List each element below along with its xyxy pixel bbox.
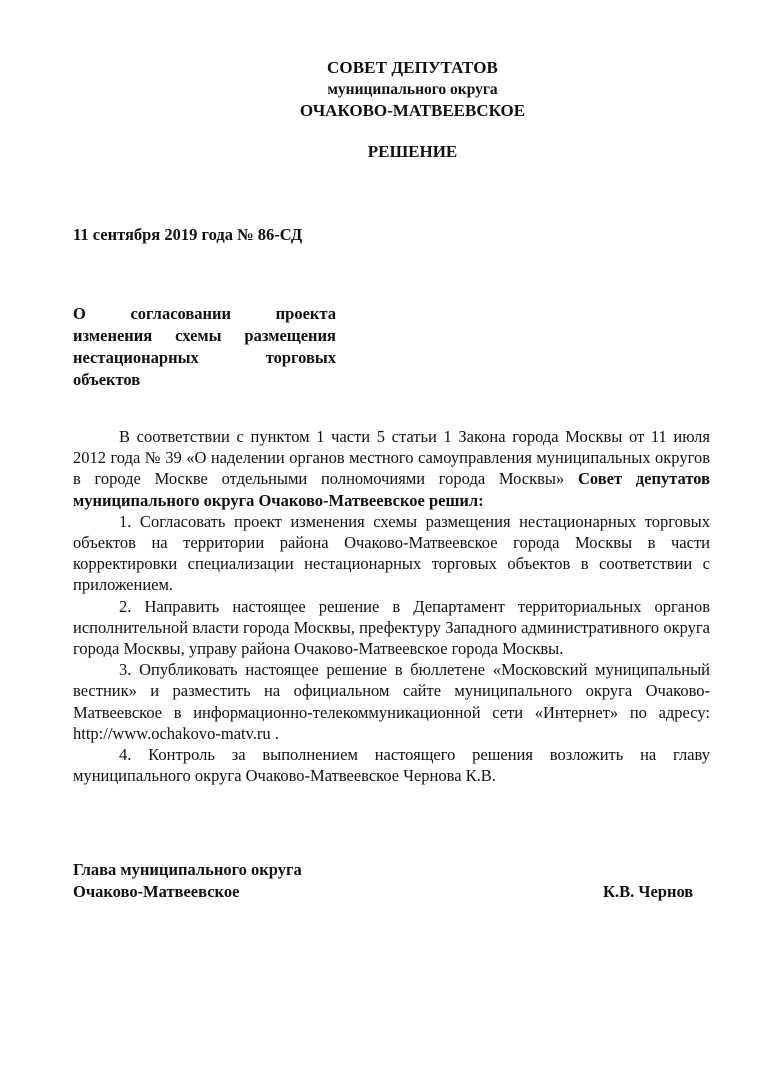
subject-word: объектов	[73, 370, 141, 389]
decision-item-2: 2. Направить настоящее решение в Департамент территориальных органов исполнительной власти города Москвы, префектуру Западного административного округа города Москвы, управу района Очаково-Матвеевское города Москвы.	[73, 596, 710, 659]
subject-word: нестационарных	[73, 348, 199, 367]
signatory-name: К.В. Чернов	[603, 882, 694, 901]
signatory-title-line2: Очаково-Матвеевское	[73, 882, 240, 901]
district-name: ОЧАКОВО-МАТВЕЕВСКОЕ	[299, 101, 526, 120]
signatory-title-line1: Глава муниципального округа	[73, 860, 302, 879]
subject-row	[73, 325, 336, 347]
council-title: СОВЕТ ДЕПУТАТОВ	[327, 58, 498, 77]
preamble-text: В соответствии с пунктом 1 части 5 статьи 1 Закона города Москвы от 11 июля 2012 года № 39 «О наделении органов местного самоуправления муниципальных округов в городе Москве отдельными полномочиями города Москвы»	[73, 427, 710, 489]
decision-body	[73, 426, 710, 786]
decision-item-3: 3. Опубликовать настоящее решение в бюллетене «Московский муниципальный вестник» и разместить на официальном сайте муниципального округа Очаково-Матвеевское в информационно-телекоммуникационной сети «Интернет» по адресу: http://www.ochakovo-matv.ru .	[73, 660, 710, 743]
date-and-number: 11 сентября 2019 года № 86-СД	[73, 225, 303, 244]
subject-word: О	[73, 304, 86, 323]
subject-word: проекта	[275, 304, 336, 323]
subject-line: изменения схемы размещения	[73, 326, 336, 345]
subject-block	[73, 303, 336, 391]
signatory-title	[73, 859, 302, 903]
subject-row	[73, 347, 336, 369]
decision-item-1: 1. Согласовать проект изменения схемы размещения нестационарных торговых объектов на территории района Очаково-Матвеевское города Москвы в части корректировки специализации нестационарных торговых объектов в соответствии с приложением.	[73, 511, 710, 595]
subject-word: согласовании	[130, 304, 232, 323]
subject-row	[73, 303, 336, 325]
district-of-line: муниципального округа	[327, 81, 498, 98]
subject-word: торговых	[265, 348, 336, 367]
preamble-resolution: Совет депутатов муниципального округа Очаково-Матвеевское решил:	[73, 469, 710, 510]
subject-row	[73, 369, 336, 391]
decision-item-4: 4. Контроль за выполнением настоящего решения возложить на главу муниципального округа Очаково-Матвеевское Чернова К.В.	[73, 745, 710, 786]
document-type-heading: РЕШЕНИЕ	[367, 142, 458, 161]
preamble-paragraph	[73, 426, 710, 511]
